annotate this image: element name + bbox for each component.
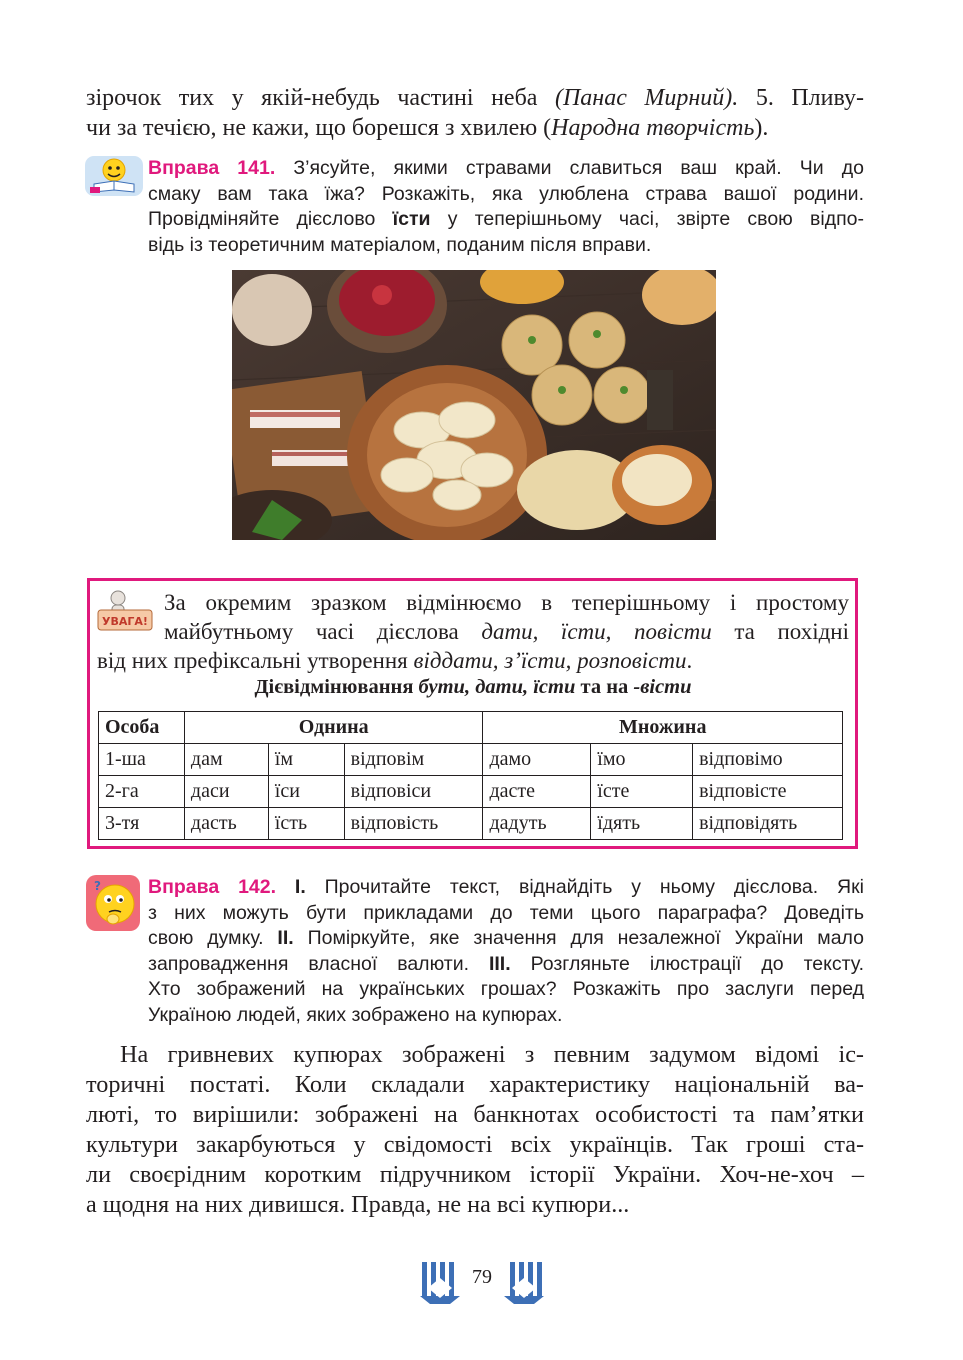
note-text	[97, 588, 849, 675]
page-number: 79	[472, 1266, 492, 1288]
exercise-141-title: Вправа 141.	[148, 157, 276, 179]
header-person: Особа	[99, 712, 185, 744]
body-line-2: торичні постаті. Коли складали характеристику національній ва-	[86, 1071, 864, 1098]
table-cell: їсте	[591, 776, 693, 808]
body-line-6: а щодня на них дивишся. Правда, не на всі купюри...	[86, 1191, 630, 1218]
table-cell: дасть	[184, 808, 268, 840]
table-cell: відповіси	[344, 776, 483, 808]
table-cell: відповість	[344, 808, 483, 840]
ex142-line-1: Вправа 142. I. Прочитайте текст, віднайдіть у ньому дієслова. Які	[148, 876, 864, 898]
table-row	[99, 776, 843, 808]
thinking-smiley-icon	[85, 874, 141, 932]
note-line-1: За окремим зразком відмінюємо в теперішньому і простому	[164, 590, 849, 615]
table-cell: дамо	[483, 744, 591, 776]
table-cell: відповімо	[693, 744, 843, 776]
right-ornament-icon	[502, 1258, 544, 1308]
header-singular: Однина	[184, 712, 483, 744]
exercise-142	[148, 875, 864, 1029]
top-line-2: чи за течією, не кажи, що борешся з хвилею (Народна творчість).	[86, 115, 769, 141]
ex142-line-3: свою думку. II. Поміркуйте, яке значення для незалежної України мало	[148, 927, 864, 950]
reading-smiley-icon	[84, 154, 144, 198]
table-cell: 1-ша	[99, 744, 185, 776]
header-plural: Множина	[483, 712, 843, 744]
note-line-2: майбутньому часі дієслова дати, їсти, повісти та похідні	[164, 619, 849, 644]
body-line-3: люті, то вирішили: зображені на банкнотах особистості та пам’ятки	[86, 1101, 864, 1128]
ex141-line-4: відь із теоретичним матеріалом, поданим після вправи.	[148, 233, 652, 256]
ex141-line-1: Вправа 141. З’ясуйте, якими стравами славиться ваш край. Чи до	[148, 157, 865, 179]
table-cell: дадуть	[483, 808, 591, 840]
ex141-line-2: смаку вам така їжа? Розкажіть, яка улюблена страва вашої родини.	[148, 182, 864, 205]
table-cell: відповідять	[693, 808, 843, 840]
ex142-line-6: Україною людей, яких зображено на купюрах.	[148, 1003, 563, 1026]
exercise-141	[148, 156, 864, 258]
ex142-line-2: з них можуть бути прикладами до теми цього параграфа? Доведіть	[148, 901, 864, 924]
table-row	[99, 808, 843, 840]
table-cell: 3-тя	[99, 808, 185, 840]
conjugation-table	[98, 711, 843, 840]
svg-text:?: ?	[94, 879, 101, 893]
note-line-3: від них префіксальні утворення віддати, з’їсти, розповісти.	[97, 648, 693, 673]
ex141-line-3: Провідміняйте дієслово їсти у теперішньому часі, звірте свою відпо-	[148, 208, 864, 231]
body-line-5: ли своєрідним коротким підручником історії України. Хоч-не-хоч –	[86, 1161, 864, 1188]
table-row	[99, 744, 843, 776]
table-cell: їм	[268, 744, 344, 776]
table-header-row	[99, 712, 843, 744]
table-cell: їсть	[268, 808, 344, 840]
table-cell: дам	[184, 744, 268, 776]
table-cell: їси	[268, 776, 344, 808]
table-cell: їмо	[591, 744, 693, 776]
top-paragraph	[86, 83, 864, 143]
table-cell: відповісте	[693, 776, 843, 808]
table-cell: їдять	[591, 808, 693, 840]
table-cell: відповім	[344, 744, 483, 776]
table-cell: 2-га	[99, 776, 185, 808]
ex142-line-4: запровадження власної валюти. III. Розгляньте ілюстрації до тексту.	[148, 952, 864, 975]
table-caption: Дієвідмінювання бути, дати, їсти та на -вісти	[254, 676, 692, 698]
top-line-1: зірочок тих у якій-небудь частині неба (Панас Мирний). 5. Пливу-	[86, 85, 865, 111]
attention-badge-text: УВАГА!	[102, 615, 148, 628]
exercise-142-title: Вправа 142.	[148, 876, 277, 898]
table-cell: дасте	[483, 776, 591, 808]
left-ornament-icon	[420, 1258, 462, 1308]
ex142-line-5: Хто зображений на українських грошах? Розкажіть про заслуги перед	[148, 978, 864, 1001]
body-line-1: На гривневих купюрах зображені з певним задумом відомі іс-	[120, 1041, 864, 1068]
table-cell: даси	[184, 776, 268, 808]
ukrainian-food-photo	[232, 270, 716, 540]
body-paragraph	[86, 1040, 864, 1220]
body-line-4: культури закарбуються у свідомості всіх українців. Так гроші ста-	[86, 1131, 864, 1158]
